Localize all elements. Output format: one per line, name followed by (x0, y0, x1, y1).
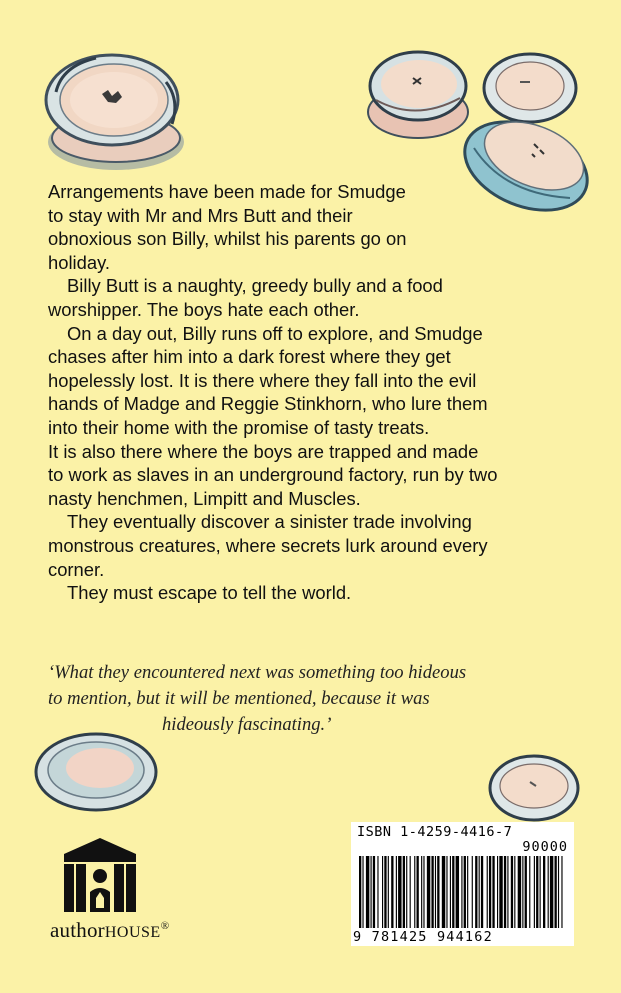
barcode-bar (377, 856, 378, 928)
barcode-bar (561, 856, 562, 928)
blurb-paragraph (48, 322, 568, 440)
publisher-name-part: author (50, 918, 105, 942)
barcode-bars (359, 856, 569, 928)
blurb-paragraph (48, 440, 568, 511)
blurb-line: hopelessly lost. It is there where they fall into the evil (48, 369, 477, 391)
isbn-label: ISBN 1-4259-4416-7 (357, 824, 513, 840)
barcode-bar (435, 856, 436, 928)
barcode-bar (499, 856, 502, 928)
blurb-line: They must escape to tell the world. (67, 582, 352, 604)
blurb-line: nasty henchmen, Limpitt and Muscles. (48, 487, 361, 509)
blurb-paragraph (48, 180, 568, 274)
barcode-bar (417, 856, 419, 928)
blurb-paragraph (48, 510, 568, 581)
barcode-bar (479, 856, 480, 928)
barcode-bar (359, 856, 361, 928)
quote-line: hideously fascinating.’ (162, 714, 332, 735)
quote-line: to mention, but it will be mentioned, because it was (48, 688, 430, 709)
barcode-bar (398, 856, 401, 928)
barcode-bar (536, 856, 538, 928)
barcode-bar (475, 856, 477, 928)
blurb-line: monstrous creatures, where secrets lurk around every (48, 534, 488, 556)
barcode-bar (555, 856, 557, 928)
barcode-bar (437, 856, 439, 928)
blurb-line: Arrangements have been made for Smudge (48, 181, 406, 202)
barcode-bar (384, 856, 386, 928)
price-code: 90000 (522, 839, 568, 855)
barcode-bar (511, 856, 513, 928)
blurb-paragraph (48, 581, 568, 605)
blurb-line: to stay with Mr and Mrs Butt and their (48, 204, 353, 226)
barcode-bar (543, 856, 545, 928)
barcode-bar (548, 856, 549, 928)
barcode-bar (388, 856, 389, 928)
blurb-line: into their home with the promise of tasty treats. (48, 416, 430, 438)
barcode (351, 822, 574, 946)
barcode-bar (403, 856, 405, 928)
barcode-bar (442, 856, 445, 928)
barcode-bar (487, 856, 488, 928)
blurb-line: obnoxious son Billy, whilst his parents go on (48, 228, 407, 250)
barcode-bar (514, 856, 515, 928)
publisher-name-part: HOUSE (104, 924, 161, 941)
barcode-bar (504, 856, 506, 928)
barcode-bar (507, 856, 508, 928)
barcode-bar (452, 856, 454, 928)
barcode-bar (366, 856, 369, 928)
barcode-bar (410, 856, 411, 928)
barcode-bar (423, 856, 424, 928)
blurb-line: It is also there where the boys are trapped and made (48, 440, 479, 462)
barcode-bar (396, 856, 397, 928)
barcode-bar (373, 856, 375, 928)
blurb-line: On a day out, Billy runs off to explore, and Smudge (67, 322, 483, 344)
barcode-bar (464, 856, 466, 928)
barcode-bar (550, 856, 553, 928)
barcode-bar (467, 856, 468, 928)
barcode-bar (522, 856, 523, 928)
barcode-bar (518, 856, 521, 928)
blurb-line: holiday. (48, 251, 111, 273)
pie-illustration (486, 748, 582, 824)
blurb-paragraph (48, 274, 568, 321)
blurb-text (48, 180, 568, 605)
barcode-bar (529, 856, 530, 928)
barcode-bar (534, 856, 535, 928)
blurb-line: worshipper. The boys hate each other. (48, 298, 360, 320)
barcode-bar (540, 856, 541, 928)
barcode-bar (362, 856, 363, 928)
blurb-line: chases after him into a dark forest where they get (48, 346, 451, 368)
barcode-bar (456, 856, 459, 928)
blurb-line: They eventually discover a sinister trade involving (67, 511, 472, 533)
pie-illustration (36, 42, 191, 177)
pull-quote (48, 660, 578, 738)
barcode-bar (391, 856, 393, 928)
barcode-bar (382, 856, 383, 928)
registered-mark: ® (160, 920, 170, 932)
barcode-bar (489, 856, 491, 928)
barcode-bar (427, 856, 430, 928)
barcode-bar (446, 856, 447, 928)
blurb-line: Billy Butt is a naughty, greedy bully and a food (67, 275, 443, 297)
barcode-bar (481, 856, 483, 928)
blurb-line: to work as slaves in an underground factory, run by two (48, 464, 498, 486)
barcode-bar (492, 856, 494, 928)
barcode-bar (431, 856, 433, 928)
barcode-bar (421, 856, 422, 928)
barcode-bar (371, 856, 372, 928)
ean-digits: 9 781425 944162 (353, 929, 493, 945)
authorhouse-logo-icon (40, 834, 200, 914)
quote-line: ‘What they encountered next was something too hideous (48, 662, 467, 683)
barcode-bar (525, 856, 527, 928)
blurb-line: hands of Madge and Reggie Stinkhorn, who lure them (48, 393, 488, 415)
blurb-line: corner. (48, 558, 105, 580)
barcode-bar (406, 856, 407, 928)
publisher-name (50, 918, 169, 943)
barcode-bar (461, 856, 462, 928)
barcode-bar (497, 856, 498, 928)
barcode-bar (450, 856, 451, 928)
barcode-bar (472, 856, 473, 928)
barcode-bar (414, 856, 415, 928)
barcode-bar (558, 856, 559, 928)
